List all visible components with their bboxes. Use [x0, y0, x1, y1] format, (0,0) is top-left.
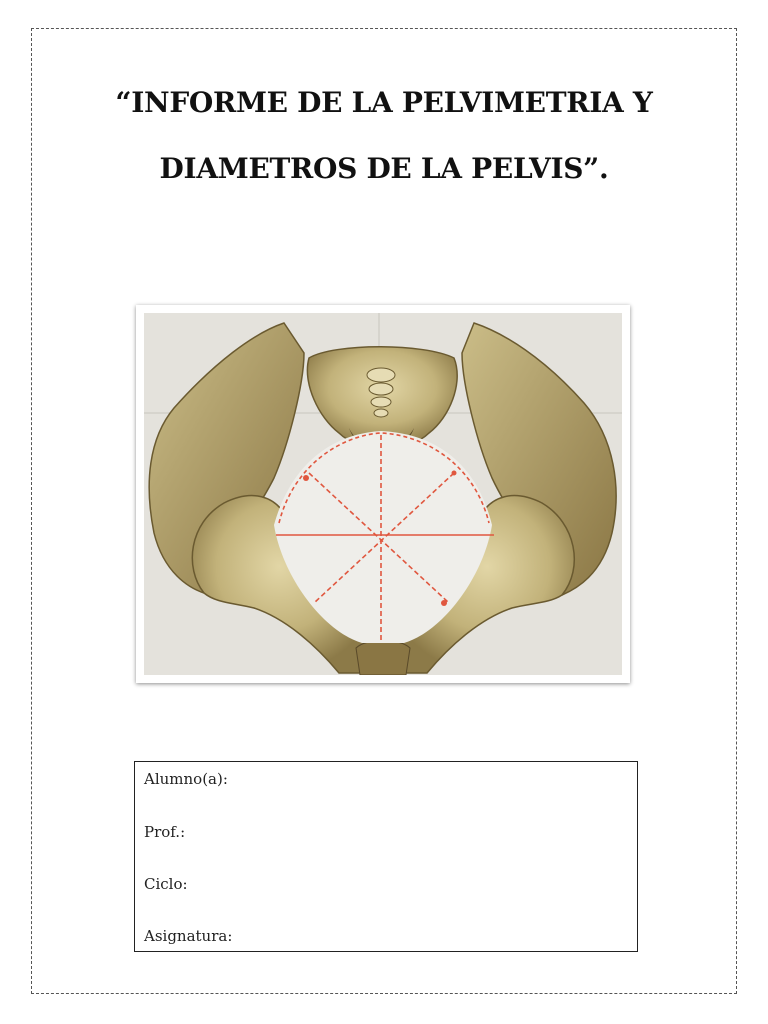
- pubic-symphysis: [356, 641, 410, 676]
- title-line-2: DIAMETROS DE LA PELVIS”.: [159, 152, 609, 185]
- title-line-1: “INFORME DE LA PELVIMETRIA Y: [115, 86, 653, 119]
- cycle-label: Ciclo:: [144, 875, 188, 893]
- pelvis-diagram-icon: [144, 313, 622, 675]
- subject-label: Asignatura:: [144, 927, 233, 945]
- professor-label: Prof.:: [144, 823, 186, 841]
- student-info-box: [134, 761, 638, 952]
- pelvis-figure: [136, 305, 630, 683]
- student-label: Alumno(a):: [144, 770, 228, 788]
